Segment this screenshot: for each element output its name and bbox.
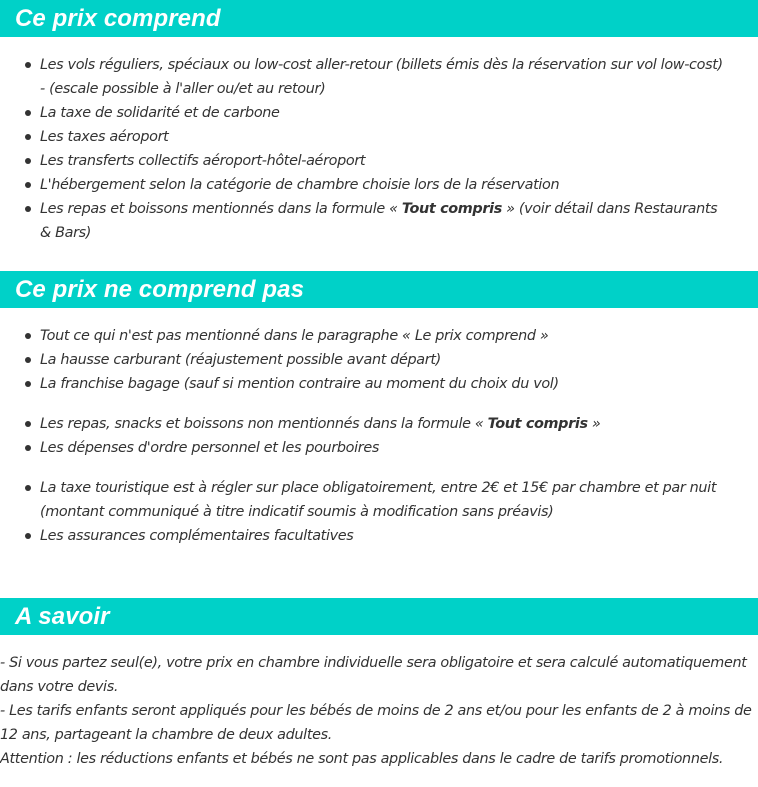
- list-item: La taxe de solidarité et de carbone: [0, 101, 758, 125]
- list-item: [0, 412, 758, 436]
- list-item: Les transferts collectifs aéroport-hôtel-aéroport: [0, 149, 758, 173]
- good-to-know-text: [0, 651, 758, 771]
- item-bold-text: Tout compris: [487, 416, 588, 432]
- paragraph: Attention : les réductions enfants et bébés ne sont pas applicables dans le cadre de tarifs promotionnels.: [0, 751, 724, 767]
- list-item: Les vols réguliers, spéciaux ou low-cost aller-retour (billets émis dès la réservation sur vol low-cost) - (escale possible à l'aller ou/et au retour): [0, 53, 758, 101]
- section-title-not-included: Ce prix ne comprend pas: [0, 271, 758, 308]
- list-item: Les assurances complémentaires facultatives: [0, 524, 758, 548]
- list-item: L'hébergement selon la catégorie de chambre choisie lors de la réservation: [0, 173, 758, 197]
- list-item: La franchise bagage (sauf si mention contraire au moment du choix du vol): [0, 372, 758, 396]
- list-item: Les taxes aéroport: [0, 125, 758, 149]
- item-text: Les repas, snacks et boissons non mentionnés dans la formule «: [40, 416, 488, 432]
- item-bold-text: Tout compris: [401, 201, 502, 217]
- list-item: La taxe touristique est à régler sur place obligatoirement, entre 2€ et 15€ par chambre et par nuit (montant communiqué à titre indicatif soumis à modification sans préavis): [0, 476, 758, 524]
- paragraph: - Les tarifs enfants seront appliqués pour les bébés de moins de 2 ans et/ou pour les enfants de 2 à moins de 12 ans, partageant la chambre de deux adultes.: [0, 703, 752, 743]
- not-included-list: [0, 324, 758, 548]
- list-item: Tout ce qui n'est pas mentionné dans le paragraphe « Le prix comprend »: [0, 324, 758, 348]
- item-text: »: [587, 416, 601, 432]
- section-title-included: Ce prix comprend: [0, 0, 758, 37]
- item-text: » (voir détail dans Restaurants & Bars): [40, 201, 718, 241]
- list-item: La hausse carburant (réajustement possible avant départ): [0, 348, 758, 372]
- included-list: [0, 53, 758, 245]
- list-item: [0, 197, 758, 245]
- section-title-good-to-know: A savoir: [0, 598, 758, 635]
- paragraph: - Si vous partez seul(e), votre prix en chambre individuelle sera obligatoire et sera calculé automatiquement dans votre devis.: [0, 655, 747, 695]
- item-text: Les repas et boissons mentionnés dans la formule «: [40, 201, 402, 217]
- list-item: Les dépenses d'ordre personnel et les pourboires: [0, 436, 758, 460]
